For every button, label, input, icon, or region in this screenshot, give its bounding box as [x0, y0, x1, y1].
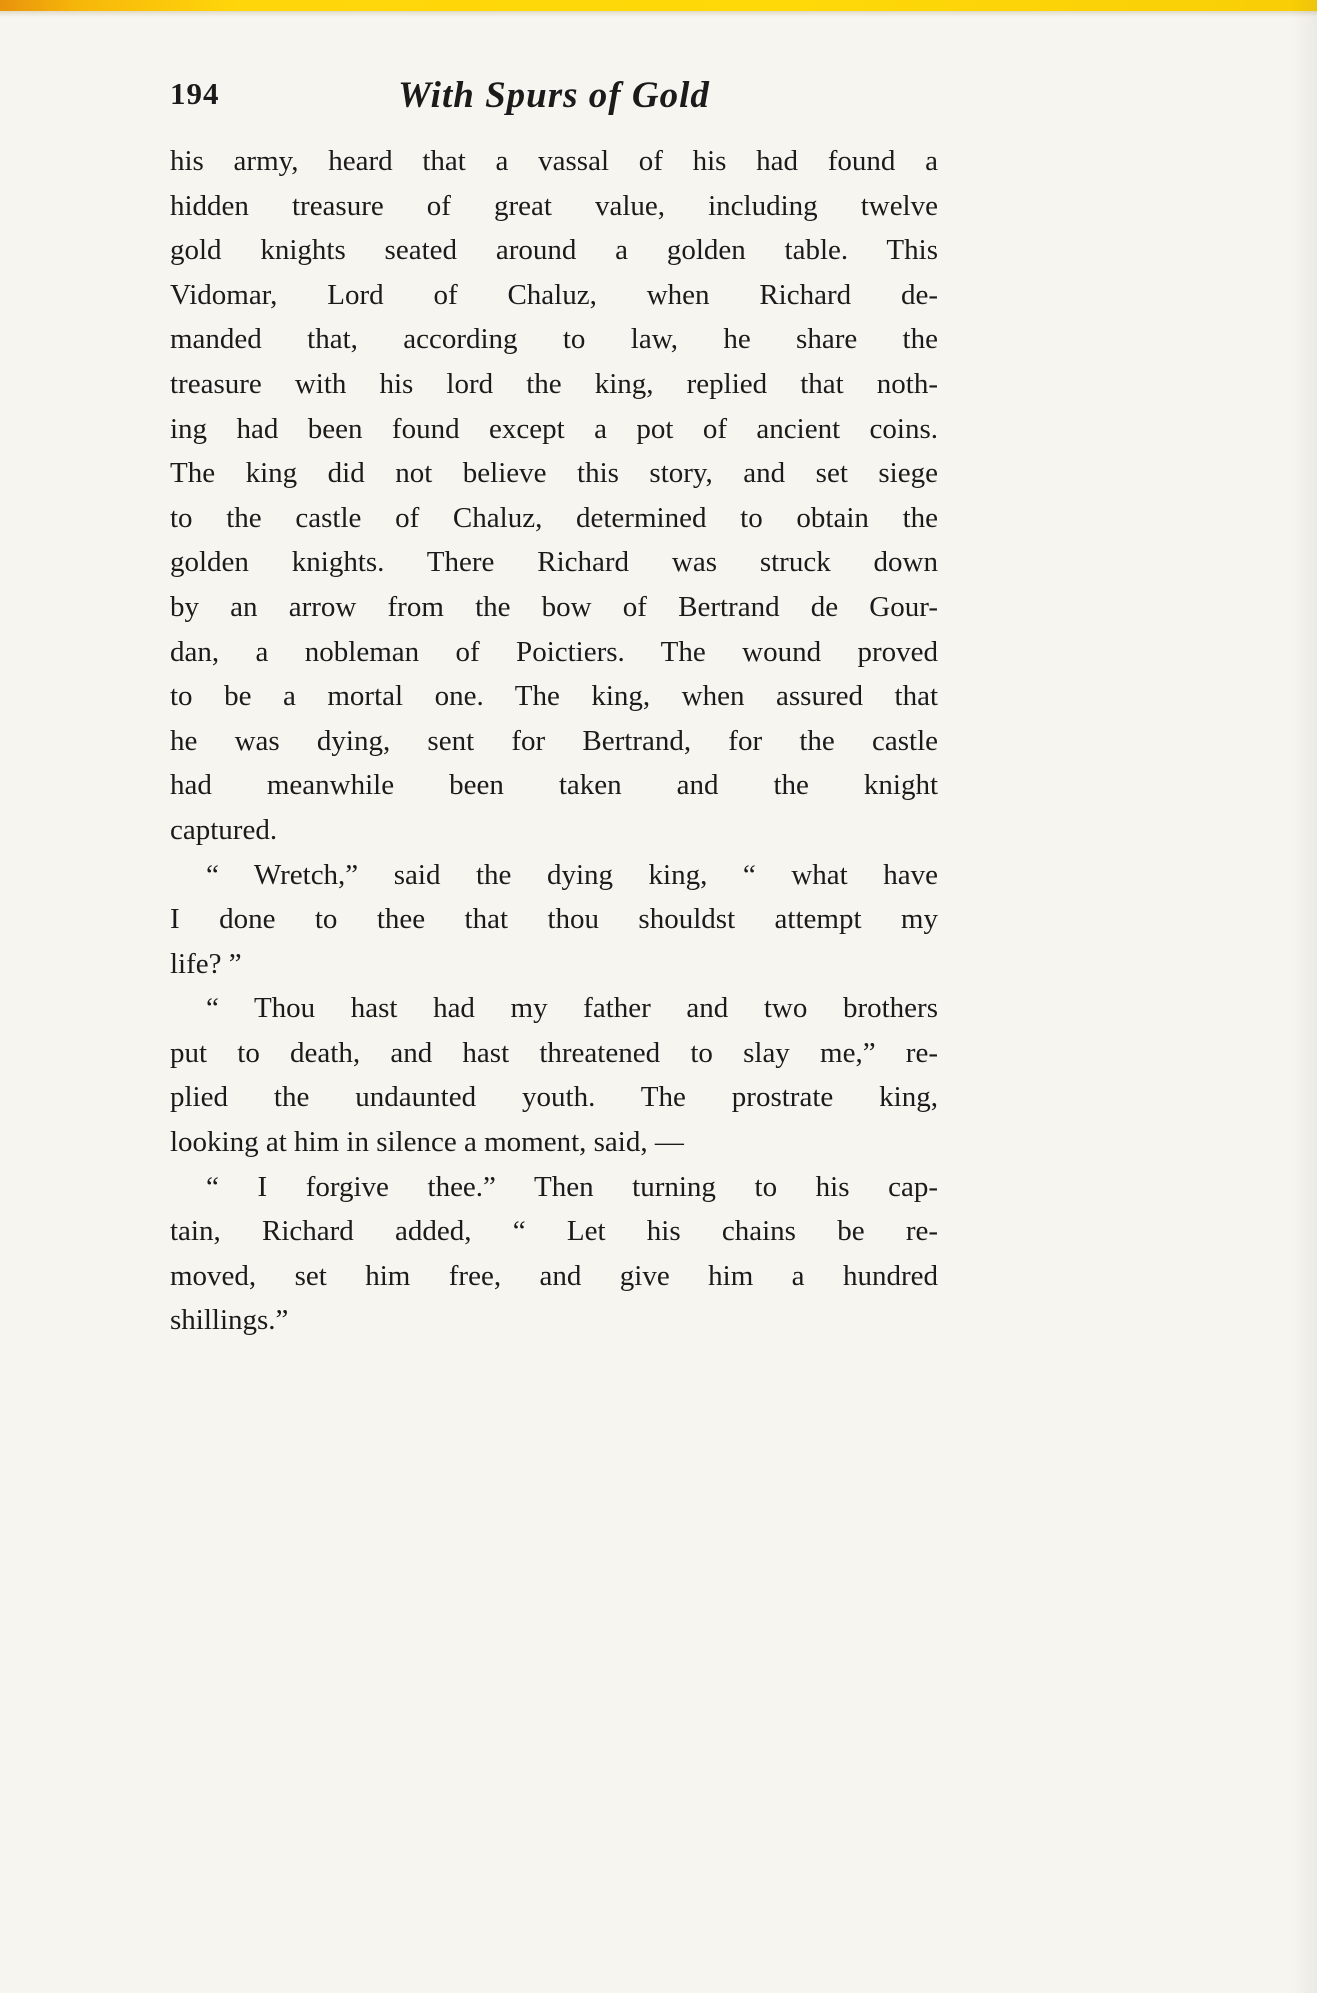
paragraph	[170, 1165, 938, 1343]
text-line: “ Thou hast had my father and two brothers	[206, 992, 938, 1025]
scan-edge-shadow	[0, 11, 1317, 17]
text-line: gold knights seated around a golden table. This	[170, 234, 938, 267]
text-line: tain, Richard added, “ Let his chains be re-	[170, 1215, 938, 1248]
text-line: dan, a nobleman of Poictiers. The wound proved	[170, 635, 938, 668]
text-line: treasure with his lord the king, replied that noth-	[170, 367, 938, 400]
text-block	[170, 139, 938, 1343]
text-line: The king did not believe this story, and set siege	[170, 457, 938, 490]
text-line: to the castle of Chaluz, determined to obtain the	[170, 501, 938, 534]
scan-edge-strip	[0, 0, 1317, 11]
text-line: looking at him in silence a moment, said, —	[170, 1126, 684, 1159]
scan-right-shade	[1291, 0, 1317, 1993]
text-line: moved, set him free, and give him a hundred	[170, 1259, 938, 1292]
text-line: shillings.”	[170, 1304, 289, 1337]
text-line: manded that, according to law, he share the	[170, 323, 938, 356]
text-line: captured.	[170, 813, 278, 846]
text-line: put to death, and hast threatened to slay me,” re-	[170, 1036, 938, 1069]
running-title: With Spurs of Gold	[398, 75, 710, 116]
paragraph	[170, 139, 938, 853]
text-line: his army, heard that a vassal of his had found a	[170, 145, 938, 177]
text-line: I done to thee that thou shouldst attempt my	[170, 903, 938, 936]
paragraph	[170, 853, 938, 987]
text-line: had meanwhile been taken and the knight	[170, 769, 938, 802]
text-line: he was dying, sent for Bertrand, for the castle	[170, 724, 938, 757]
text-line: to be a mortal one. The king, when assured that	[170, 680, 938, 713]
text-line: by an arrow from the bow of Bertrand de Gour-	[170, 590, 938, 623]
page-header	[170, 74, 938, 120]
text-line: “ I forgive thee.” Then turning to his cap-	[206, 1170, 938, 1203]
text-line: “ Wretch,” said the dying king, “ what have	[206, 858, 938, 891]
page-number: 194	[170, 76, 220, 111]
text-line: life? ”	[170, 947, 242, 980]
text-line: plied the undaunted youth. The prostrate king,	[170, 1081, 938, 1114]
text-line: ing had been found except a pot of ancient coins.	[170, 412, 938, 445]
text-line: hidden treasure of great value, including twelve	[170, 189, 938, 222]
text-line: Vidomar, Lord of Chaluz, when Richard de-	[170, 278, 938, 311]
paragraph	[170, 986, 938, 1164]
text-line: golden knights. There Richard was struck down	[170, 546, 938, 579]
